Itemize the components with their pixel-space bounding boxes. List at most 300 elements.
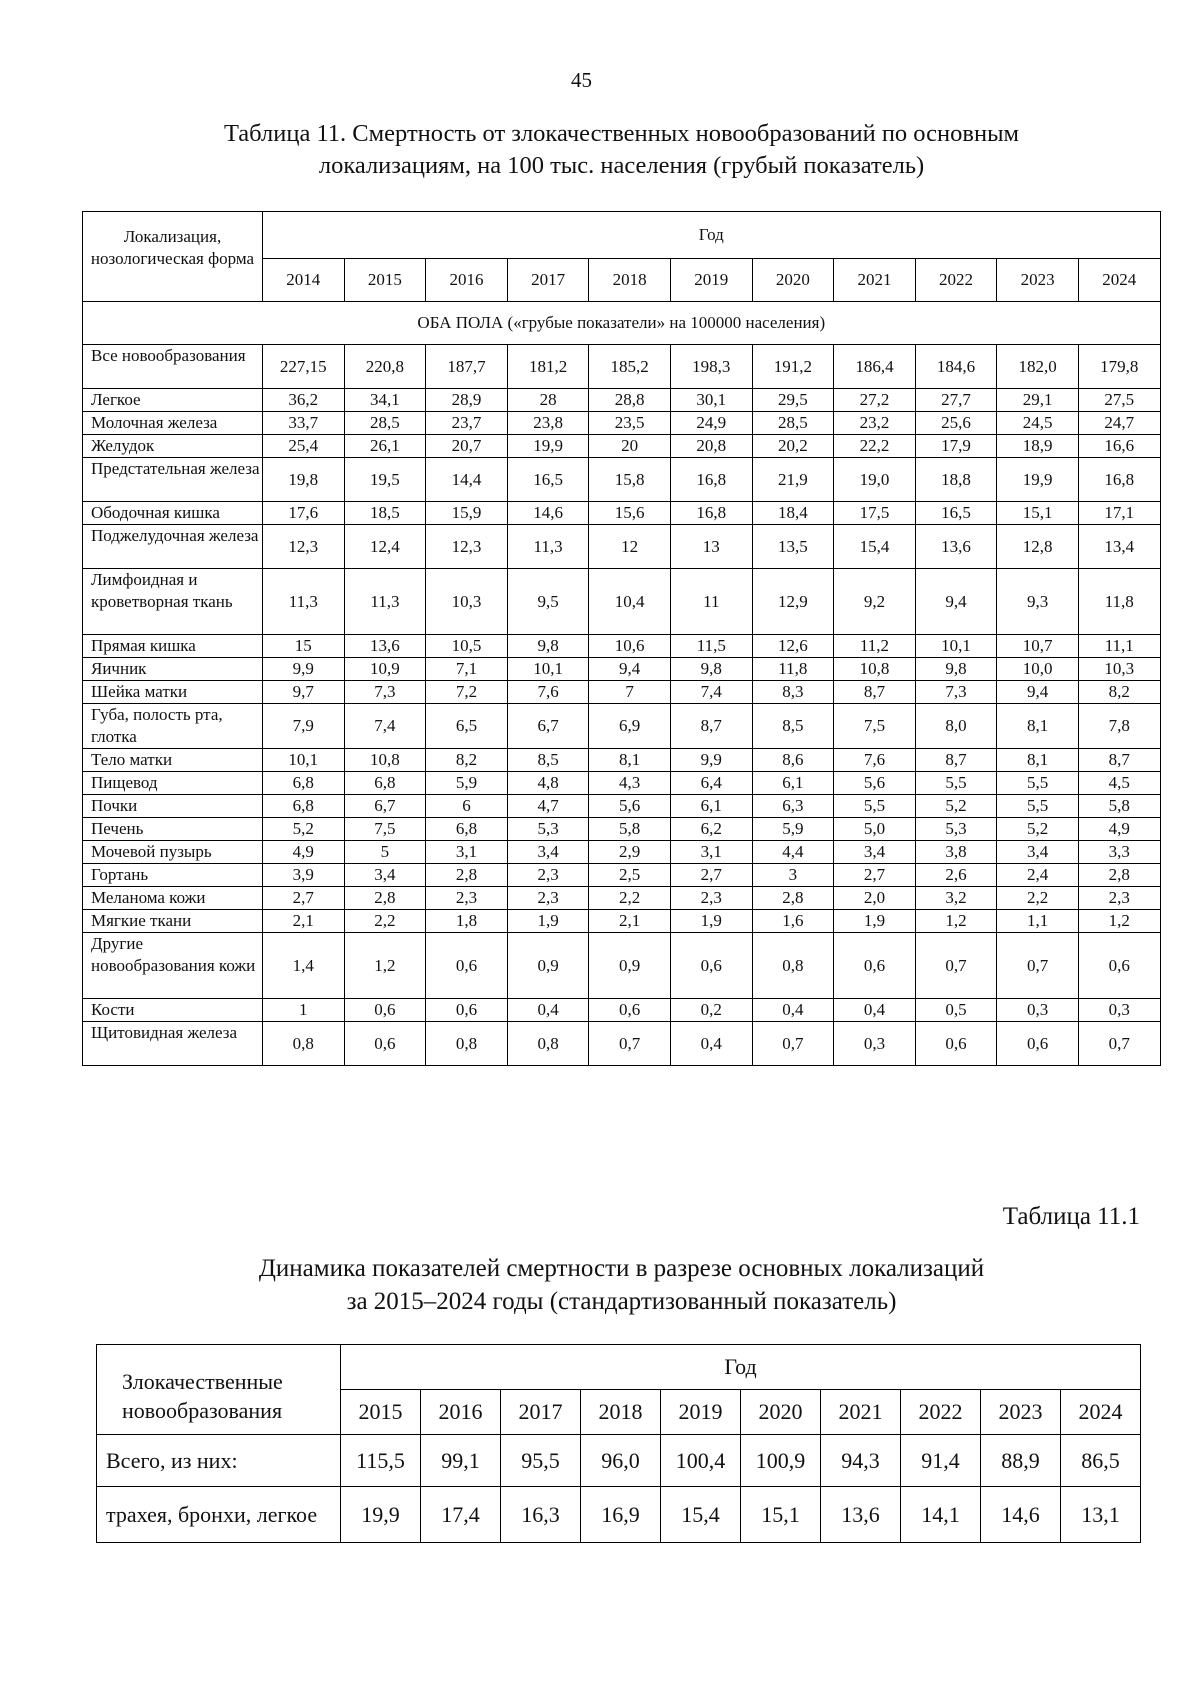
- value-cell: 23,2: [834, 412, 916, 435]
- value-cell: 6,7: [344, 795, 426, 818]
- year-header: 2017: [507, 259, 589, 302]
- year-header: 2016: [421, 1390, 501, 1435]
- table1-title-line2: локализациям, на 100 тыс. населения (грубый показатель): [318, 152, 925, 179]
- value-cell: 15,4: [661, 1487, 741, 1543]
- row-label: Губа, полость рта, глотка: [83, 704, 263, 749]
- value-cell: 6,8: [426, 818, 508, 841]
- value-cell: 1,4: [263, 933, 345, 999]
- value-cell: 95,5: [501, 1435, 581, 1487]
- table-row: [83, 841, 1161, 864]
- row-label: Щитовидная железа: [83, 1022, 263, 1066]
- row-label: Предстательная железа: [83, 458, 263, 502]
- value-cell: 16,8: [670, 502, 752, 525]
- value-cell: 4,3: [589, 772, 671, 795]
- value-cell: 7,1: [426, 658, 508, 681]
- value-cell: 8,5: [507, 749, 589, 772]
- value-cell: 7,5: [344, 818, 426, 841]
- value-cell: 2,3: [426, 887, 508, 910]
- value-cell: 16,6: [1078, 435, 1160, 458]
- table-row: [83, 435, 1161, 458]
- year-header: 2021: [821, 1390, 901, 1435]
- value-cell: 0,6: [1078, 933, 1160, 999]
- value-cell: 17,4: [421, 1487, 501, 1543]
- value-cell: 0,3: [1078, 999, 1160, 1022]
- value-cell: 12,3: [426, 525, 508, 569]
- value-cell: 7,9: [263, 704, 345, 749]
- value-cell: 115,5: [341, 1435, 421, 1487]
- table2-title-line1: Динамика показателей смертности в разрезе основных локализаций: [258, 1255, 985, 1282]
- value-cell: 34,1: [344, 389, 426, 412]
- value-cell: 2,7: [263, 887, 345, 910]
- value-cell: 3,3: [1078, 841, 1160, 864]
- value-cell: 3,1: [670, 841, 752, 864]
- value-cell: 20: [589, 435, 671, 458]
- value-cell: 6,8: [263, 772, 345, 795]
- value-cell: 19,9: [341, 1487, 421, 1543]
- value-cell: 16,3: [501, 1487, 581, 1543]
- value-cell: 11,3: [507, 525, 589, 569]
- value-cell: 0,7: [997, 933, 1079, 999]
- value-cell: 8,1: [997, 704, 1079, 749]
- standardized-mortality-table: [96, 1344, 1141, 1543]
- value-cell: 7: [589, 681, 671, 704]
- value-cell: 17,6: [263, 502, 345, 525]
- value-cell: 17,1: [1078, 502, 1160, 525]
- year-header: 2023: [981, 1390, 1061, 1435]
- value-cell: 6,9: [589, 704, 671, 749]
- year-header: 2024: [1061, 1390, 1141, 1435]
- table1-title-line1: Таблица 11. Смертность от злокачественных новообразований по основным: [223, 120, 1020, 147]
- table-row: [83, 345, 1161, 389]
- value-cell: 7,4: [670, 681, 752, 704]
- value-cell: 0,3: [834, 1022, 916, 1066]
- value-cell: 0,6: [834, 933, 916, 999]
- value-cell: 12,6: [752, 635, 834, 658]
- value-cell: 2,1: [589, 910, 671, 933]
- value-cell: 14,4: [426, 458, 508, 502]
- value-cell: 13,1: [1061, 1487, 1141, 1543]
- value-cell: 2,8: [344, 887, 426, 910]
- value-cell: 1,9: [670, 910, 752, 933]
- value-cell: 7,3: [915, 681, 997, 704]
- value-cell: 25,6: [915, 412, 997, 435]
- value-cell: 7,6: [507, 681, 589, 704]
- value-cell: 20,2: [752, 435, 834, 458]
- value-cell: 9,8: [670, 658, 752, 681]
- value-cell: 9,9: [670, 749, 752, 772]
- row-label: Мочевой пузырь: [83, 841, 263, 864]
- year-header: 2019: [670, 259, 752, 302]
- value-cell: 99,1: [421, 1435, 501, 1487]
- value-cell: 2,9: [589, 841, 671, 864]
- year-header: 2017: [501, 1390, 581, 1435]
- value-cell: 10,9: [344, 658, 426, 681]
- value-cell: 30,1: [670, 389, 752, 412]
- row-label: Пищевод: [83, 772, 263, 795]
- value-cell: 11,8: [752, 658, 834, 681]
- value-cell: 6,8: [263, 795, 345, 818]
- value-cell: 0,6: [997, 1022, 1079, 1066]
- value-cell: 2,5: [589, 864, 671, 887]
- value-cell: 26,1: [344, 435, 426, 458]
- value-cell: 2,8: [426, 864, 508, 887]
- value-cell: 2,3: [507, 887, 589, 910]
- value-cell: 5,8: [1078, 795, 1160, 818]
- value-cell: 16,5: [507, 458, 589, 502]
- value-cell: 15,1: [741, 1487, 821, 1543]
- value-cell: 6,7: [507, 704, 589, 749]
- value-cell: 5,6: [589, 795, 671, 818]
- value-cell: 23,5: [589, 412, 671, 435]
- value-cell: 6,3: [752, 795, 834, 818]
- value-cell: 24,5: [997, 412, 1079, 435]
- value-cell: 0,6: [915, 1022, 997, 1066]
- value-cell: 14,6: [981, 1487, 1061, 1543]
- value-cell: 2,3: [670, 887, 752, 910]
- value-cell: 5,6: [834, 772, 916, 795]
- value-cell: 0,8: [263, 1022, 345, 1066]
- row-label: Ободочная кишка: [83, 502, 263, 525]
- value-cell: 2,7: [834, 864, 916, 887]
- value-cell: 11: [670, 569, 752, 635]
- value-cell: 2,2: [589, 887, 671, 910]
- value-cell: 0,6: [670, 933, 752, 999]
- value-cell: 0,6: [589, 999, 671, 1022]
- value-cell: 0,4: [752, 999, 834, 1022]
- value-cell: 18,8: [915, 458, 997, 502]
- value-cell: 7,8: [1078, 704, 1160, 749]
- value-cell: 9,8: [915, 658, 997, 681]
- table2-title: [150, 1252, 1093, 1318]
- value-cell: 27,2: [834, 389, 916, 412]
- table1-title: [150, 118, 1093, 182]
- value-cell: 13,6: [915, 525, 997, 569]
- value-cell: 3,1: [426, 841, 508, 864]
- value-cell: 2,2: [997, 887, 1079, 910]
- row-label: Кости: [83, 999, 263, 1022]
- value-cell: 2,4: [997, 864, 1079, 887]
- value-cell: 8,1: [997, 749, 1079, 772]
- row-label: Прямая кишка: [83, 635, 263, 658]
- year-header: 2015: [341, 1390, 421, 1435]
- value-cell: 10,8: [344, 749, 426, 772]
- value-cell: 8,7: [834, 681, 916, 704]
- value-cell: 9,3: [997, 569, 1079, 635]
- value-cell: 185,2: [589, 345, 671, 389]
- value-cell: 9,4: [915, 569, 997, 635]
- value-cell: 16,8: [1078, 458, 1160, 502]
- value-cell: 16,5: [915, 502, 997, 525]
- value-cell: 10,1: [263, 749, 345, 772]
- value-cell: 4,5: [1078, 772, 1160, 795]
- value-cell: 9,7: [263, 681, 345, 704]
- row-label: Яичник: [83, 658, 263, 681]
- value-cell: 25,4: [263, 435, 345, 458]
- value-cell: 2,8: [752, 887, 834, 910]
- value-cell: 13,6: [821, 1487, 901, 1543]
- year-header: 2022: [901, 1390, 981, 1435]
- value-cell: 0,7: [752, 1022, 834, 1066]
- year-header: 2022: [915, 259, 997, 302]
- value-cell: 5,2: [263, 818, 345, 841]
- table-row: [83, 795, 1161, 818]
- table-row: [83, 999, 1161, 1022]
- value-cell: 12,4: [344, 525, 426, 569]
- year-header: 2019: [661, 1390, 741, 1435]
- table1-header-row: [83, 212, 1161, 259]
- value-cell: 13,4: [1078, 525, 1160, 569]
- year-header: 2014: [263, 259, 345, 302]
- row-label: Мягкие ткани: [83, 910, 263, 933]
- value-cell: 179,8: [1078, 345, 1160, 389]
- value-cell: 28: [507, 389, 589, 412]
- value-cell: 28,5: [752, 412, 834, 435]
- value-cell: 3,8: [915, 841, 997, 864]
- value-cell: 10,3: [426, 569, 508, 635]
- value-cell: 9,8: [507, 635, 589, 658]
- value-cell: 9,4: [589, 658, 671, 681]
- value-cell: 1,6: [752, 910, 834, 933]
- value-cell: 0,6: [426, 999, 508, 1022]
- value-cell: 16,8: [670, 458, 752, 502]
- year-header: 2015: [344, 259, 426, 302]
- value-cell: 20,7: [426, 435, 508, 458]
- value-cell: 28,8: [589, 389, 671, 412]
- value-cell: 24,9: [670, 412, 752, 435]
- table-row: [83, 525, 1161, 569]
- value-cell: 1,2: [344, 933, 426, 999]
- value-cell: 2,3: [1078, 887, 1160, 910]
- value-cell: 1,2: [1078, 910, 1160, 933]
- value-cell: 1,8: [426, 910, 508, 933]
- row-label: Тело матки: [83, 749, 263, 772]
- value-cell: 10,3: [1078, 658, 1160, 681]
- value-cell: 0,4: [670, 1022, 752, 1066]
- row-label: Печень: [83, 818, 263, 841]
- value-cell: 6,4: [670, 772, 752, 795]
- value-cell: 15: [263, 635, 345, 658]
- header-year-group: Год: [263, 212, 1161, 259]
- value-cell: 16,9: [581, 1487, 661, 1543]
- row-label: Всего, из них:: [97, 1435, 341, 1487]
- value-cell: 0,8: [752, 933, 834, 999]
- value-cell: 23,7: [426, 412, 508, 435]
- value-cell: 17,5: [834, 502, 916, 525]
- table-row: [83, 818, 1161, 841]
- year-header: 2024: [1078, 259, 1160, 302]
- value-cell: 21,9: [752, 458, 834, 502]
- value-cell: 13,6: [344, 635, 426, 658]
- value-cell: 184,6: [915, 345, 997, 389]
- page-number: 45: [571, 68, 592, 92]
- value-cell: 5,0: [834, 818, 916, 841]
- value-cell: 2,8: [1078, 864, 1160, 887]
- value-cell: 0,8: [426, 1022, 508, 1066]
- value-cell: 2,0: [834, 887, 916, 910]
- value-cell: 12,8: [997, 525, 1079, 569]
- value-cell: 10,1: [507, 658, 589, 681]
- value-cell: 9,2: [834, 569, 916, 635]
- value-cell: 6,1: [670, 795, 752, 818]
- value-cell: 12,9: [752, 569, 834, 635]
- value-cell: 88,9: [981, 1435, 1061, 1487]
- value-cell: 5,5: [997, 772, 1079, 795]
- table-row: [83, 704, 1161, 749]
- value-cell: 6: [426, 795, 508, 818]
- year-header: 2020: [752, 259, 834, 302]
- value-cell: 6,2: [670, 818, 752, 841]
- value-cell: 17,9: [915, 435, 997, 458]
- value-cell: 5,9: [426, 772, 508, 795]
- value-cell: 1,1: [997, 910, 1079, 933]
- row-label: Все новообразования: [83, 345, 263, 389]
- value-cell: 6,5: [426, 704, 508, 749]
- value-cell: 15,8: [589, 458, 671, 502]
- value-cell: 1: [263, 999, 345, 1022]
- value-cell: 12: [589, 525, 671, 569]
- value-cell: 187,7: [426, 345, 508, 389]
- value-cell: 1,9: [834, 910, 916, 933]
- table-row: [83, 933, 1161, 999]
- value-cell: 29,1: [997, 389, 1079, 412]
- value-cell: 19,5: [344, 458, 426, 502]
- value-cell: 3,4: [344, 864, 426, 887]
- value-cell: 9,9: [263, 658, 345, 681]
- value-cell: 10,7: [997, 635, 1079, 658]
- mortality-table: [82, 211, 1161, 1066]
- year-header: 2016: [426, 259, 508, 302]
- value-cell: 0,7: [589, 1022, 671, 1066]
- row-label: Шейка матки: [83, 681, 263, 704]
- value-cell: 11,5: [670, 635, 752, 658]
- value-cell: 5,8: [589, 818, 671, 841]
- table-row: [97, 1487, 1141, 1543]
- value-cell: 5,3: [507, 818, 589, 841]
- value-cell: 3,2: [915, 887, 997, 910]
- value-cell: 33,7: [263, 412, 345, 435]
- value-cell: 19,8: [263, 458, 345, 502]
- table-row: [83, 458, 1161, 502]
- value-cell: 8,2: [1078, 681, 1160, 704]
- table-row: [83, 412, 1161, 435]
- value-cell: 5,5: [834, 795, 916, 818]
- value-cell: 8,7: [670, 704, 752, 749]
- value-cell: 9,4: [997, 681, 1079, 704]
- value-cell: 8,7: [1078, 749, 1160, 772]
- header-year-group: Год: [341, 1345, 1141, 1390]
- value-cell: 5,5: [997, 795, 1079, 818]
- value-cell: 96,0: [581, 1435, 661, 1487]
- value-cell: 28,5: [344, 412, 426, 435]
- value-cell: 8,7: [915, 749, 997, 772]
- value-cell: 10,6: [589, 635, 671, 658]
- value-cell: 10,0: [997, 658, 1079, 681]
- value-cell: 10,4: [589, 569, 671, 635]
- row-label: Молочная железа: [83, 412, 263, 435]
- value-cell: 182,0: [997, 345, 1079, 389]
- value-cell: 13,5: [752, 525, 834, 569]
- value-cell: 2,7: [670, 864, 752, 887]
- value-cell: 27,7: [915, 389, 997, 412]
- value-cell: 15,6: [589, 502, 671, 525]
- subheader-both-sexes: ОБА ПОЛА («грубые показатели» на 100000 населения): [83, 302, 1161, 345]
- value-cell: 15,9: [426, 502, 508, 525]
- value-cell: 8,6: [752, 749, 834, 772]
- value-cell: 181,2: [507, 345, 589, 389]
- value-cell: 36,2: [263, 389, 345, 412]
- value-cell: 5,9: [752, 818, 834, 841]
- value-cell: 18,5: [344, 502, 426, 525]
- row-label: Лимфоидная и кроветворная ткань: [83, 569, 263, 635]
- value-cell: 19,9: [507, 435, 589, 458]
- value-cell: 7,4: [344, 704, 426, 749]
- value-cell: 18,4: [752, 502, 834, 525]
- value-cell: 10,5: [426, 635, 508, 658]
- year-header: 2020: [741, 1390, 821, 1435]
- value-cell: 9,5: [507, 569, 589, 635]
- value-cell: 198,3: [670, 345, 752, 389]
- value-cell: 20,8: [670, 435, 752, 458]
- value-cell: 8,5: [752, 704, 834, 749]
- value-cell: 24,7: [1078, 412, 1160, 435]
- row-label: Легкое: [83, 389, 263, 412]
- value-cell: 7,3: [344, 681, 426, 704]
- value-cell: 86,5: [1061, 1435, 1141, 1487]
- value-cell: 0,4: [834, 999, 916, 1022]
- value-cell: 5,5: [915, 772, 997, 795]
- row-label: Поджелудочная железа: [83, 525, 263, 569]
- value-cell: 8,0: [915, 704, 997, 749]
- value-cell: 19,9: [997, 458, 1079, 502]
- table-row: [83, 658, 1161, 681]
- value-cell: 27,5: [1078, 389, 1160, 412]
- value-cell: 191,2: [752, 345, 834, 389]
- value-cell: 29,5: [752, 389, 834, 412]
- row-label: Почки: [83, 795, 263, 818]
- value-cell: 0,9: [507, 933, 589, 999]
- value-cell: 0,8: [507, 1022, 589, 1066]
- value-cell: 6,1: [752, 772, 834, 795]
- table-row: [83, 635, 1161, 658]
- value-cell: 3,4: [834, 841, 916, 864]
- value-cell: 4,4: [752, 841, 834, 864]
- value-cell: 0,5: [915, 999, 997, 1022]
- value-cell: 11,3: [344, 569, 426, 635]
- value-cell: 0,6: [426, 933, 508, 999]
- value-cell: 10,1: [915, 635, 997, 658]
- value-cell: 7,6: [834, 749, 916, 772]
- table-row: [83, 772, 1161, 795]
- value-cell: 1,9: [507, 910, 589, 933]
- value-cell: 12,3: [263, 525, 345, 569]
- value-cell: 28,9: [426, 389, 508, 412]
- value-cell: 4,9: [1078, 818, 1160, 841]
- table-row: [83, 910, 1161, 933]
- row-label: Желудок: [83, 435, 263, 458]
- table-row: [83, 569, 1161, 635]
- value-cell: 14,6: [507, 502, 589, 525]
- value-cell: 4,7: [507, 795, 589, 818]
- value-cell: 1,2: [915, 910, 997, 933]
- value-cell: 15,4: [834, 525, 916, 569]
- value-cell: 227,15: [263, 345, 345, 389]
- table-row: [97, 1435, 1141, 1487]
- row-label: трахея, бронхи, легкое: [97, 1487, 341, 1543]
- value-cell: 0,6: [344, 999, 426, 1022]
- row-label: Другие новообразования кожи: [83, 933, 263, 999]
- value-cell: 2,6: [915, 864, 997, 887]
- value-cell: 100,9: [741, 1435, 821, 1487]
